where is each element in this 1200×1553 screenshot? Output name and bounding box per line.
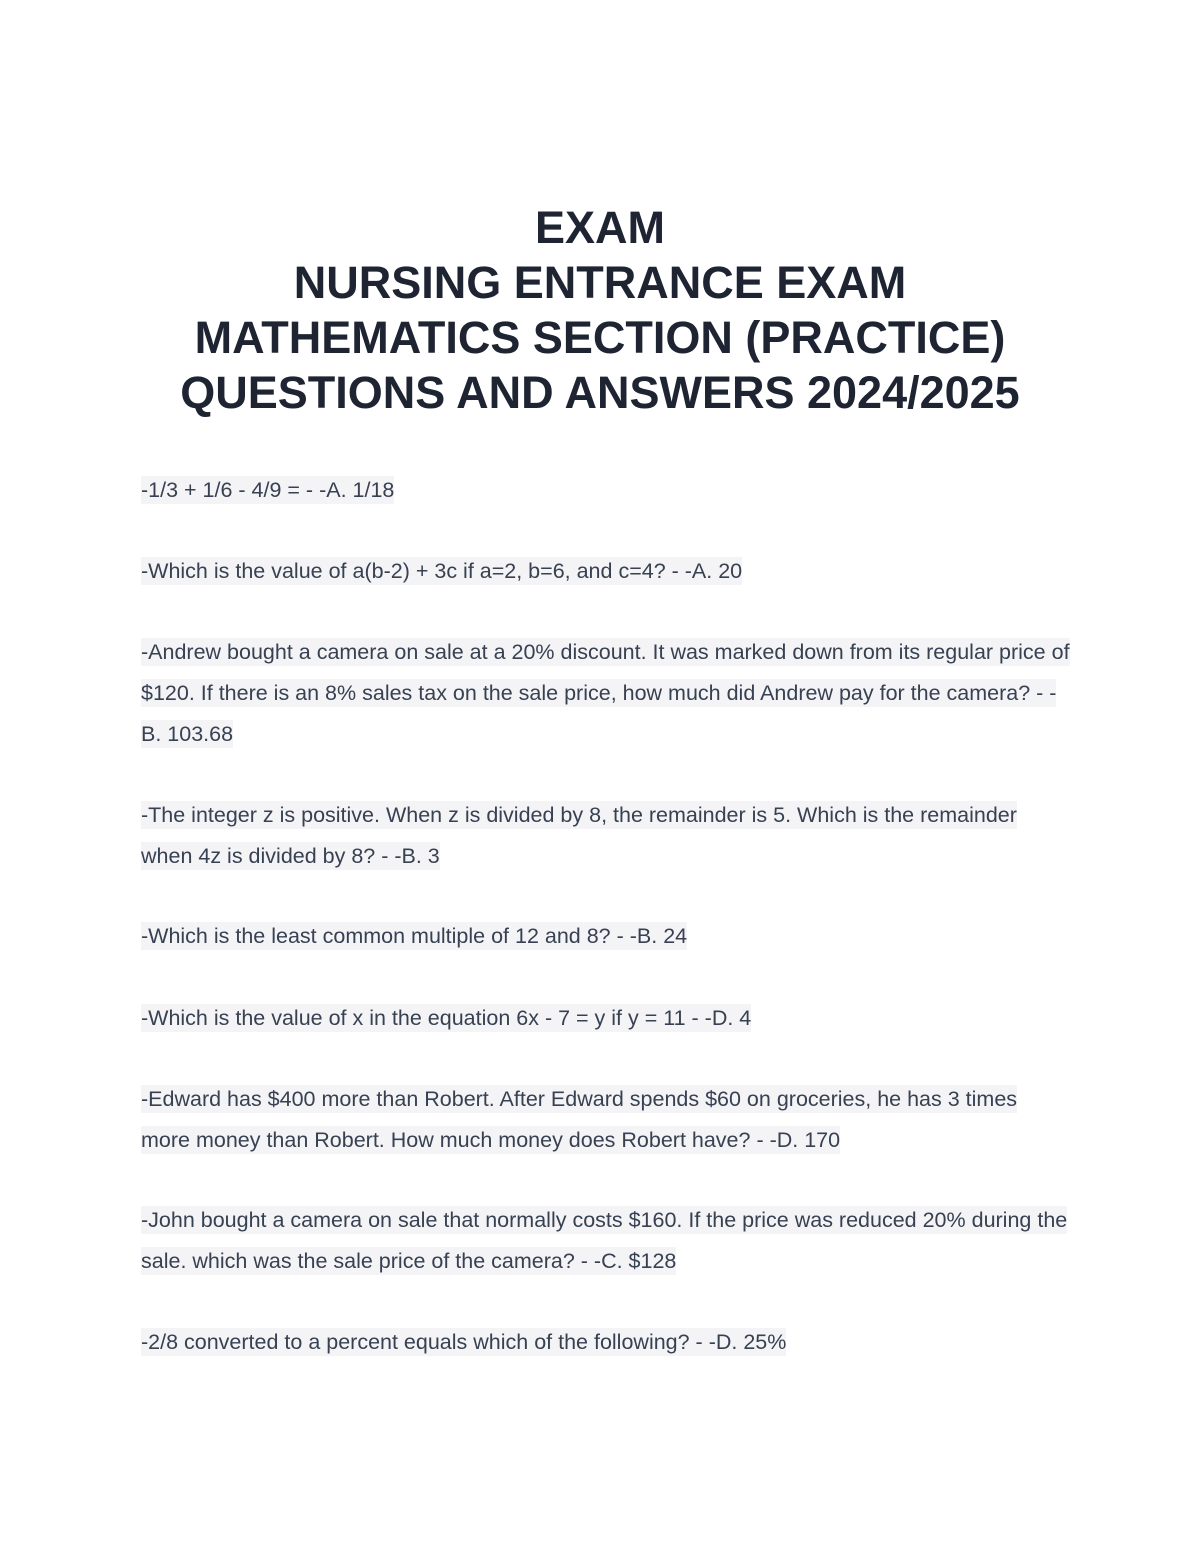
question-text: -John bought a camera on sale that normally costs $160. If the price was reduced 20% during the sale. which was the sale price of the camera? - -C. $128 (141, 1208, 1068, 1273)
question-item-9 (141, 1322, 1071, 1363)
question-item-1 (141, 470, 1071, 511)
question-item-4 (141, 795, 1071, 877)
question-text: -Edward has $400 more than Robert. After Edward spends $60 on groceries, he has 3 times more money than Robert. How much money does Robert have? - -D. 170 (141, 1087, 1018, 1152)
question-text: -The integer z is positive. When z is divided by 8, the remainder is 5. Which is the remainder when 4z is divided by 8? - -B. 3 (141, 803, 1017, 868)
question-text: -2/8 converted to a percent equals which of the following? - -D. 25% (141, 1330, 787, 1354)
question-item-5 (141, 916, 1071, 957)
question-text: -Andrew bought a camera on sale at a 20% discount. It was marked down from its regular price of $120. If there is an 8% sales tax on the sale price, how much did Andrew pay for the camera? - -B. 103.68 (141, 640, 1070, 746)
question-item-2 (141, 551, 1071, 592)
title-line-mathematics-section: MATHEMATICS SECTION (PRACTICE) (194, 312, 1006, 363)
question-item-7 (141, 1079, 1071, 1161)
title-line-exam: EXAM (534, 202, 665, 253)
title-line-nursing-entrance-exam: NURSING ENTRANCE EXAM (293, 257, 907, 308)
document-title (0, 200, 1200, 420)
question-text: -Which is the least common multiple of 12 and 8? - -B. 24 (141, 924, 688, 948)
question-item-3 (141, 632, 1071, 755)
question-text: -Which is the value of x in the equation 6x - 7 = y if y = 11 - -D. 4 (141, 1006, 752, 1030)
question-text: -1/3 + 1/6 - 4/9 = - -A. 1/18 (141, 478, 395, 502)
title-line-questions-and-answers: QUESTIONS AND ANSWERS 2024/2025 (180, 367, 1020, 418)
question-item-6 (141, 998, 1071, 1039)
question-item-8 (141, 1200, 1071, 1282)
question-text: -Which is the value of a(b-2) + 3c if a=2, b=6, and c=4? - -A. 20 (141, 559, 743, 583)
